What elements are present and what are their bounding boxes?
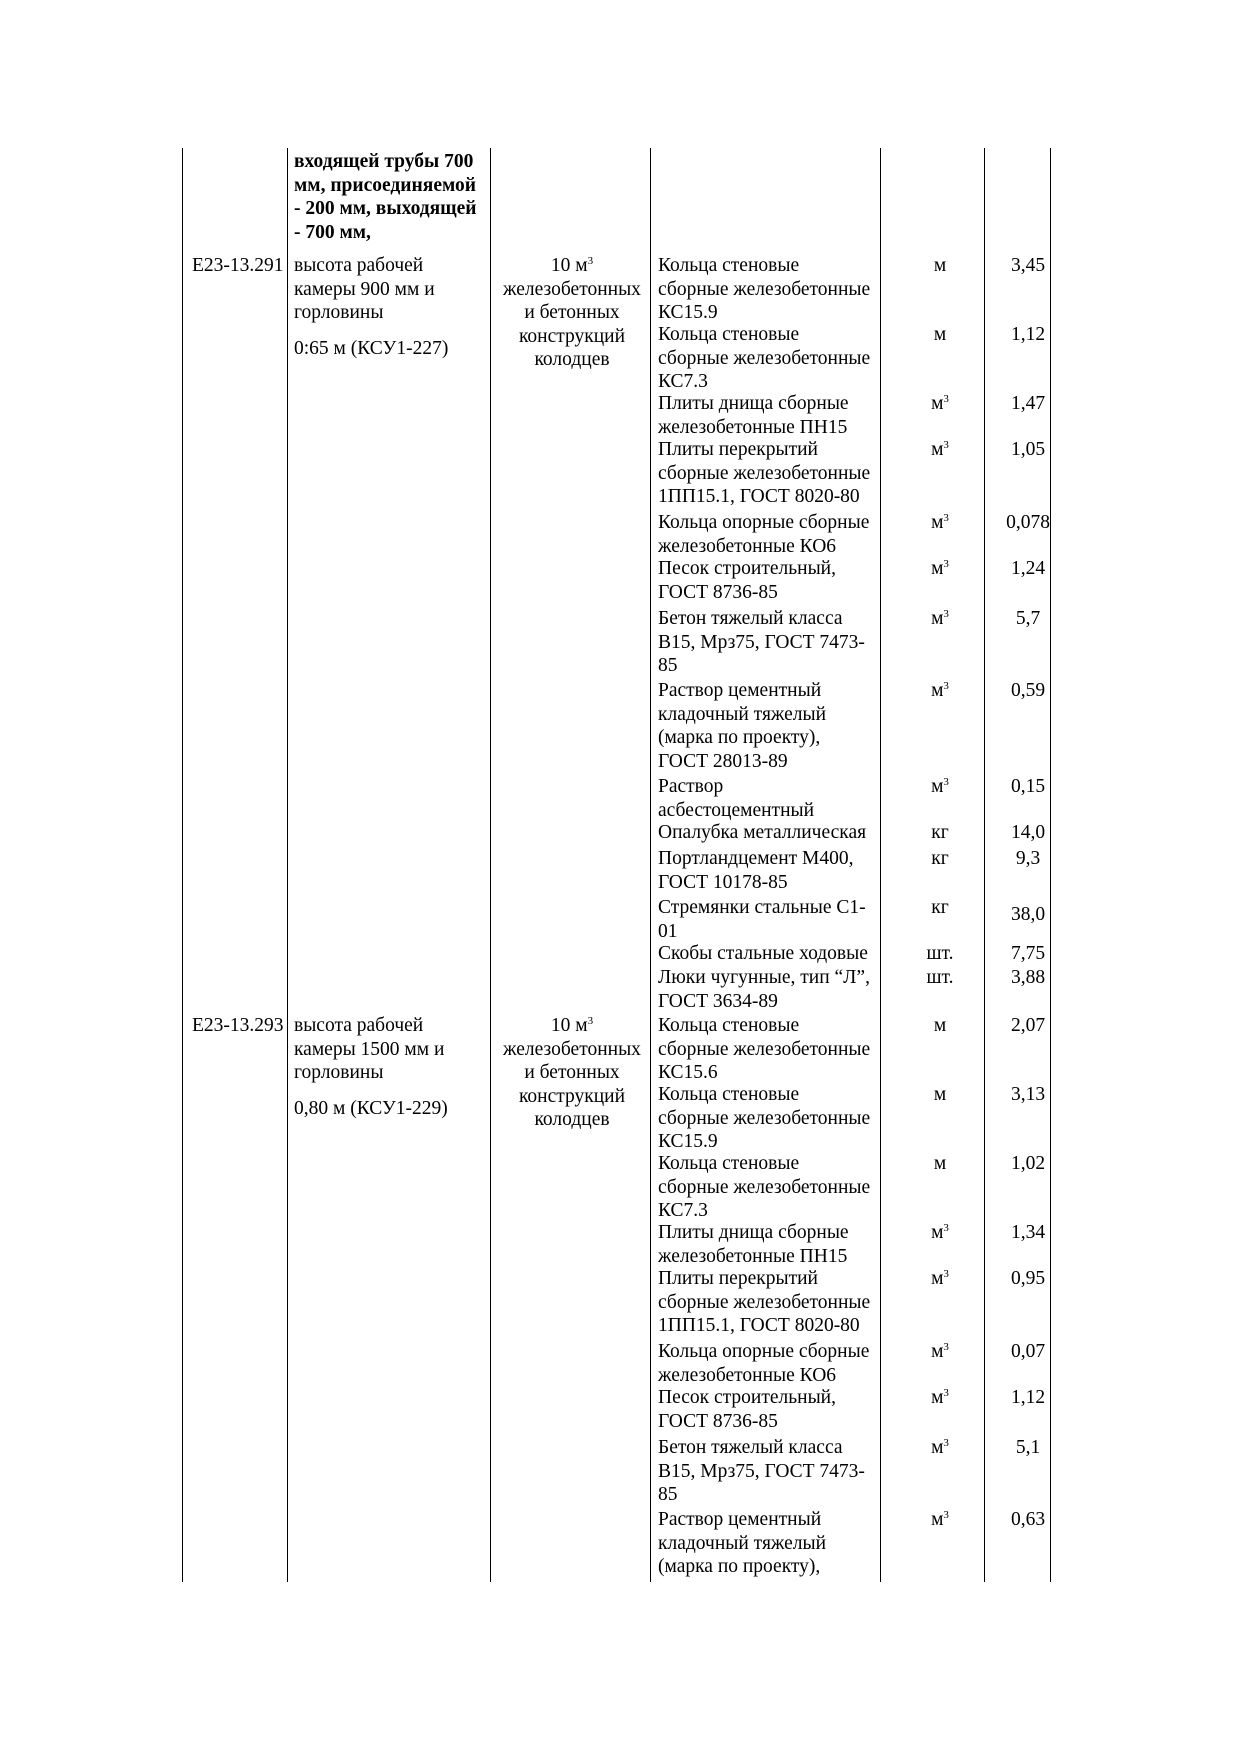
material-measure: м [933, 1015, 947, 1036]
norm-unit-superscript: 3 [587, 255, 594, 267]
norm-unit-line: железобетонных [503, 278, 641, 300]
continuation-description-line: входящей трубы 700 [294, 151, 474, 172]
material-measure: $м^3$ [931, 1387, 949, 1408]
norm-unit-superscript: 3 [587, 1015, 594, 1027]
material-name-line: сборные железобетонные [658, 1176, 871, 1198]
material-measure: шт. [926, 967, 954, 988]
material-measure-superscript: 3 [943, 393, 949, 405]
material-name [658, 1340, 886, 1387]
norm-unit-line: конструкций [518, 1085, 626, 1107]
material-name-line: Кольца опорные сборные [658, 1341, 870, 1362]
material-name-line: кладочный тяжелый [658, 703, 827, 725]
material-measure: кг [931, 822, 949, 843]
material-measure: м [933, 1084, 947, 1105]
material-name [658, 254, 886, 325]
table-column-divider [287, 148, 288, 1582]
material-name-line: Кольца стеновые [658, 255, 800, 276]
material-name-line: Кольца стеновые [658, 1015, 800, 1036]
material-name-line: В15, Мрз75, ГОСТ 7473- [658, 631, 865, 653]
material-name-line: сборные железобетонные [658, 347, 871, 369]
material-name-line: 85 [658, 655, 678, 676]
material-name [658, 438, 886, 509]
material-quantity: 1,02 [1010, 1153, 1046, 1174]
material-quantity: 0,07 [1010, 1341, 1046, 1362]
material-measure: $м^3$ [931, 512, 949, 533]
material-name [658, 1152, 886, 1223]
material-quantity: 0,078 [1006, 512, 1050, 533]
material-name-line: железобетонные КО6 [658, 535, 837, 557]
material-name [658, 1436, 886, 1507]
material-measure-superscript: 3 [943, 558, 949, 570]
material-name-line: 85 [658, 1484, 678, 1505]
material-name-line: Стремянки стальные С1- [658, 897, 866, 918]
material-name-line: Бетон тяжелый класса [658, 608, 843, 629]
table-column-divider [650, 148, 651, 1582]
material-name-line: Портландцемент М400, [658, 848, 854, 869]
material-measure: $м^3$ [931, 1437, 949, 1458]
material-name-line: Раствор [658, 776, 724, 797]
material-measure-superscript: 3 [943, 1222, 949, 1234]
norm-code: Е23-13.293 [192, 1015, 284, 1036]
material-quantity: 1,47 [1010, 393, 1046, 414]
material-quantity: 0,95 [1010, 1268, 1046, 1289]
material-name [658, 896, 886, 943]
norm-description-line: камеры 900 мм и [294, 278, 435, 300]
material-measure: $м^3$ [931, 1341, 949, 1362]
material-measure-superscript: 3 [943, 512, 949, 524]
material-name-line: 01 [658, 920, 678, 942]
norm-unit-line: и бетонных [524, 302, 620, 323]
material-name-line: Люки чугунные, тип “Л”, [658, 967, 870, 988]
material-name-line: Плиты днища сборные [658, 1222, 849, 1243]
material-name-line: сборные железобетонные [658, 278, 871, 300]
material-name [658, 847, 886, 894]
material-measure: $м^3$ [931, 776, 949, 797]
continuation-description-line: - 700 мм, [294, 221, 371, 243]
material-measure: $м^3$ [931, 1509, 949, 1530]
norm-description-line: высота рабочей [294, 255, 424, 276]
material-measure: $м^3$ [931, 608, 949, 629]
material-name-line: сборные железобетонные [658, 1107, 871, 1129]
material-measure-superscript: 3 [943, 608, 949, 620]
material-quantity: 9,3 [1015, 848, 1041, 869]
material-name [658, 966, 886, 1013]
continuation-description-line: мм, присоединяемой [294, 174, 476, 196]
norm-unit-line: колодцев [534, 349, 610, 370]
material-measure-superscript: 3 [943, 1268, 949, 1280]
material-name-line: Раствор цементный [658, 680, 822, 701]
material-quantity: 3,13 [1010, 1084, 1046, 1105]
material-name-line: Плиты днища сборные [658, 393, 849, 414]
material-name-line: Опалубка металлическая [658, 822, 867, 843]
table-column-divider [490, 148, 491, 1582]
material-measure: $м^3$ [931, 680, 949, 701]
material-name [658, 1508, 886, 1579]
norm-description-line: камеры 1500 мм и [294, 1038, 445, 1060]
material-name [658, 392, 886, 439]
material-name-line: (марка по проекту), [658, 1556, 821, 1577]
material-name-line: 1ПП15.1, ГОСТ 8020-80 [658, 486, 860, 507]
material-measure-superscript: 3 [943, 1509, 949, 1521]
material-measure: м [933, 255, 947, 276]
material-name [658, 1386, 886, 1433]
material-measure: кг [931, 848, 949, 869]
material-measure: $м^3$ [931, 393, 949, 414]
norm-unit-line: колодцев [534, 1109, 610, 1130]
material-name-line: ГОСТ 10178-85 [658, 871, 788, 893]
material-name-line: кладочный тяжелый [658, 1532, 827, 1554]
material-name [658, 1014, 886, 1085]
norm-description-line: 0:65 м (КСУ1-227) [294, 337, 449, 359]
material-name-line: железобетонные ПН15 [658, 416, 848, 438]
material-name-line: КС15.9 [658, 302, 718, 323]
material-measure: $м^3$ [931, 1222, 949, 1243]
material-measure: шт. [926, 943, 954, 964]
material-measure-superscript: 3 [943, 1341, 949, 1353]
material-name-line: КС7.3 [658, 371, 708, 392]
material-quantity: 5,7 [1015, 608, 1041, 629]
material-quantity: 1,34 [1010, 1222, 1046, 1243]
continuation-description-line: - 200 мм, выходящей [294, 198, 477, 219]
material-name-line: Кольца стеновые [658, 1084, 800, 1105]
table-border-left [182, 148, 183, 1582]
material-name-line: Кольца стеновые [658, 1153, 800, 1174]
norm-unit [498, 1014, 646, 1132]
material-quantity: 1,05 [1010, 439, 1046, 460]
material-measure: кг [931, 897, 949, 918]
material-quantity: 1,12 [1010, 1387, 1046, 1408]
material-quantity: 5,1 [1015, 1437, 1041, 1458]
norm-unit-line: конструкций [518, 325, 626, 347]
material-name-line: сборные железобетонные [658, 462, 871, 484]
material-name [658, 1267, 886, 1338]
material-name-line: КС7.3 [658, 1200, 708, 1221]
material-name-line: Кольца опорные сборные [658, 512, 870, 533]
material-name-line: Песок строительный, [658, 1387, 836, 1408]
material-name-line: В15, Мрз75, ГОСТ 7473- [658, 1460, 865, 1482]
material-name-line: Плиты перекрытий [658, 1268, 818, 1289]
material-quantity: 1,12 [1010, 324, 1046, 345]
material-name-line: ГОСТ 8736-85 [658, 1410, 778, 1432]
material-name-line: железобетонные ПН15 [658, 1245, 848, 1267]
material-name-line: Раствор цементный [658, 1509, 822, 1530]
material-measure: $м^3$ [931, 1268, 949, 1289]
material-quantity: 0,59 [1010, 680, 1046, 701]
material-name-line: асбестоцементный [658, 799, 815, 821]
material-quantity: 0,15 [1010, 776, 1046, 797]
material-name [658, 821, 886, 845]
material-name [658, 557, 886, 604]
material-name [658, 942, 886, 966]
material-quantity: 7,75 [1010, 943, 1046, 964]
material-name-line: Песок строительный, [658, 558, 836, 579]
norm-unit-line: 10 $м^3$ [550, 255, 594, 276]
norm-description [294, 254, 494, 360]
material-name-line: ГОСТ 8736-85 [658, 581, 778, 603]
material-name-line: ГОСТ 3634-89 [658, 990, 778, 1012]
material-name-line: железобетонные КО6 [658, 1364, 837, 1386]
material-quantity: 38,0 [1010, 904, 1046, 925]
material-quantity: 14,0 [1010, 822, 1046, 843]
material-name-line: Плиты перекрытий [658, 439, 818, 460]
material-measure: м [933, 1153, 947, 1174]
material-name-line: КС15.6 [658, 1062, 718, 1083]
material-name [658, 1083, 886, 1154]
material-name [658, 775, 886, 822]
material-name-line: сборные железобетонные [658, 1038, 871, 1060]
material-measure-superscript: 3 [943, 439, 949, 451]
material-measure: $м^3$ [931, 439, 949, 460]
material-measure-superscript: 3 [943, 776, 949, 788]
material-name [658, 1221, 886, 1268]
norm-description-line: горловины [294, 1062, 384, 1083]
norm-description [294, 1014, 494, 1120]
norm-description-line: высота рабочей [294, 1015, 424, 1036]
material-name-line: ГОСТ 28013-89 [658, 750, 788, 772]
material-quantity: 3,45 [1010, 255, 1046, 276]
material-name-line: (марка по проекту), [658, 727, 821, 748]
material-quantity: 3,88 [1010, 967, 1046, 988]
material-name [658, 323, 886, 394]
material-name [658, 607, 886, 678]
norm-unit [498, 254, 646, 372]
material-name [658, 511, 886, 558]
material-measure-superscript: 3 [943, 1437, 949, 1449]
norm-description-line: 0,80 м (КСУ1-229) [294, 1097, 448, 1119]
norm-unit-line: 10 $м^3$ [550, 1015, 594, 1036]
material-name-line: сборные железобетонные [658, 1291, 871, 1313]
norm-unit-line: железобетонных [503, 1038, 641, 1060]
material-name [658, 679, 886, 773]
norm-description-line: горловины [294, 302, 384, 323]
material-name-line: Скобы стальные ходовые [658, 943, 868, 964]
material-quantity: 1,24 [1010, 558, 1046, 579]
continuation-description [294, 150, 494, 244]
material-name-line: 1ПП15.1, ГОСТ 8020-80 [658, 1315, 860, 1336]
material-measure: м [933, 324, 947, 345]
material-measure-superscript: 3 [943, 680, 949, 692]
norm-code: Е23-13.291 [192, 255, 284, 276]
material-name-line: КС15.9 [658, 1131, 718, 1152]
material-name-line: Бетон тяжелый класса [658, 1437, 843, 1458]
material-measure: $м^3$ [931, 558, 949, 579]
material-measure-superscript: 3 [943, 1387, 949, 1399]
norm-unit-line: и бетонных [524, 1062, 620, 1083]
material-name-line: Кольца стеновые [658, 324, 800, 345]
material-quantity: 2,07 [1010, 1015, 1046, 1036]
material-quantity: 0,63 [1010, 1509, 1046, 1530]
